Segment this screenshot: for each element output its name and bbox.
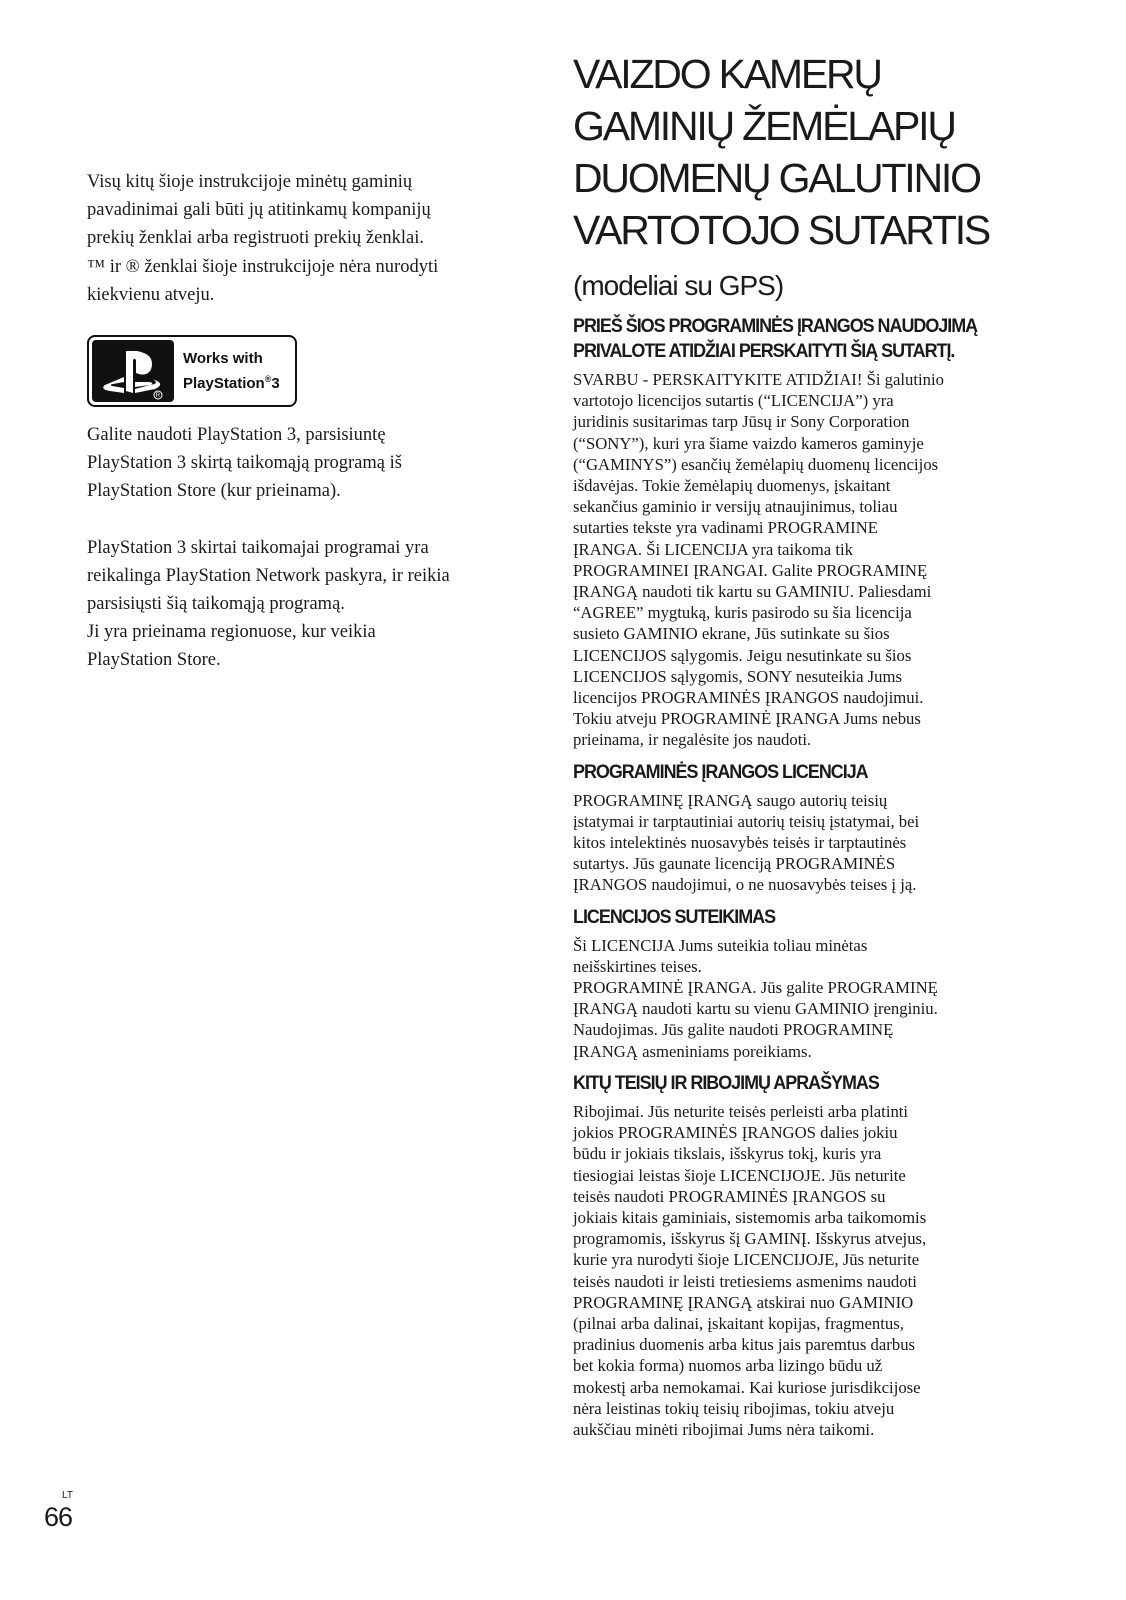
text-line: ĮRANGĄ naudoti kartu su vienu GAMINIO įrenginiu. (573, 999, 938, 1019)
text-line: KITŲ TEISIŲ IR RIBOJIMŲ APRAŠYMAS (573, 1071, 879, 1094)
text-line: programomis, išskyrus šį GAMINĮ. Išskyrus atvejus, (573, 1229, 927, 1249)
ps3-app-paragraph (87, 421, 507, 506)
text-line: PROGRAMINĖ ĮRANGA. Jūs galite PROGRAMINĘ (573, 978, 938, 998)
section-heading-before-use (573, 314, 978, 364)
text-line: kitos intelektinės nuosavybės teisės ir tarptautinės (573, 833, 907, 853)
svg-text:R: R (155, 393, 161, 400)
text-line: teisės naudoti PROGRAMINĖS ĮRANGOS su (573, 1186, 886, 1206)
text-line: sutartys. Jūs gaunate licenciją PROGRAMINĖS (573, 854, 896, 874)
text-line: jokios PROGRAMINĖS ĮRANGOS dalies jokiu (573, 1123, 898, 1143)
section-body-software-license (573, 790, 1013, 896)
text-line: PlayStation Store. (87, 650, 221, 671)
text-line: prieinama, ir negalėsite jos naudoti. (573, 730, 812, 750)
page-number (44, 1490, 73, 1532)
text-line: pradinius duomenis arba kitus jais paremtus darbus (573, 1335, 916, 1355)
section-heading-software-license (573, 760, 978, 785)
text-line: jokiais kitais gaminiais, sistemomis arba taikomomis (573, 1207, 927, 1227)
text-line: aukščiau minėti ribojimai Jums nėra taikomi. (573, 1419, 875, 1439)
text-line: GAMINIŲ ŽEMĖLAPIŲ (573, 103, 955, 149)
text-line: juridinis susitarimas tarp Jūsų ir Sony Corporation (573, 412, 910, 432)
text-line: PRIEŠ ŠIOS PROGRAMINĖS ĮRANGOS NAUDOJIMĄ (573, 315, 978, 337)
text-line: PlayStation 3 skirtą taikomąją programą iš (87, 453, 402, 474)
text-line: Works with (183, 350, 263, 368)
text-line: PROGRAMINĘ ĮRANGĄ saugo autorių teisių (573, 790, 888, 810)
text-line: PlayStation (183, 375, 265, 393)
text-line: Galite naudoti PlayStation 3, parsisiuntę (87, 425, 386, 446)
text-line: mokestį arba nemokamai. Kai kuriose jurisdikcijose (573, 1377, 921, 1397)
text-line: PROGRAMINĖS ĮRANGOS LICENCIJA (573, 760, 868, 783)
text-line: ĮRANGĄ naudoti tik kartu su GAMINIU. Paliesdami (573, 582, 932, 602)
text-line: (“GAMINYS”) esančių žemėlapių duomenų licencijos (573, 454, 939, 474)
text-line: “AGREE” mygtuką, kuris pasirodo su šia licencija (573, 603, 912, 623)
text-line: LICENCIJOS sąlygomis, SONY nesuteikia Jums (573, 666, 902, 686)
text-line: kiekvienu atveju. (87, 284, 215, 305)
text-line: DUOMENŲ GALUTINIO (573, 155, 980, 201)
text-line: PlayStation Store (kur prieinama). (87, 481, 341, 502)
page-number-digits: 66 (44, 1502, 73, 1532)
text-line: licencijos PROGRAMINĖS ĮRANGOS naudojimui. (573, 688, 924, 708)
agreement-subtitle: (modeliai su GPS) (573, 270, 784, 301)
text-line: sekančius gaminio ir versijų atnaujinimus, toliau (573, 497, 898, 517)
text-line: sutarties tekste yra vadinami PROGRAMINE (573, 518, 878, 538)
text-line: nėra leistinas tokių teisių ribojimas, tokiu atveju (573, 1398, 895, 1418)
text-line: tiesiogiai leistas šioje LICENCIJOJE. Jūs neturite (573, 1165, 906, 1185)
text-line: prekių ženklai arba registruoti prekių ženklai. (87, 228, 424, 249)
text-line: ĮRANGA. Ši LICENCIJA yra taikoma tik (573, 539, 853, 559)
text-line: (“SONY”), kuri yra šiame vaizdo kameros gaminyje (573, 433, 924, 453)
text-line: PRIVALOTE ATIDŽIAI PERSKAITYTI ŠIĄ SUTARTĮ. (573, 340, 955, 362)
playstation-logo-icon (92, 340, 174, 402)
text-line: Tokiu atveju PROGRAMINĖ ĮRANGA Jums nebus (573, 709, 921, 729)
text-line: įstatymai ir tarptautiniai autorių teisių įstatymai, bei (573, 811, 920, 831)
text-line: Naudojimas. Jūs galite naudoti PROGRAMINĘ (573, 1020, 894, 1040)
text-line: Ši LICENCIJA Jums suteikia toliau minėtas (573, 935, 868, 955)
text-line: VAIZDO KAMERŲ (573, 51, 881, 97)
text-line: PROGRAMINEI ĮRANGAI. Galite PROGRAMINĘ (573, 560, 928, 580)
text-line: LICENCIJOS sąlygomis. Jeigu nesutinkate su šios (573, 645, 912, 665)
text-line: būdu ir jokiais tikslais, išskyrus tokį, kuris yra (573, 1144, 882, 1164)
section-body-before-use (573, 369, 1013, 751)
section-body-other-rights (573, 1101, 1013, 1440)
text-line: PROGRAMINĘ ĮRANGĄ atskirai nuo GAMINIO (573, 1292, 914, 1312)
section-heading-license-grant (573, 905, 978, 930)
psn-account-paragraph (87, 534, 507, 675)
page-language-code: LT (62, 1490, 73, 1501)
text-line: ĮRANGOS naudojimui, o ne nuosavybės teises į ją. (573, 875, 917, 895)
left-column (87, 168, 507, 675)
text-line: pavadinimai gali būti jų atitinkamų kompanijų (87, 200, 431, 221)
text-line: VARTOTOJO SUTARTIS (573, 207, 990, 253)
section-heading-other-rights (573, 1071, 978, 1096)
text-line: ® (264, 374, 272, 385)
text-line: kurie yra nurodyti šioje LICENCIJOJE, Jūs neturite (573, 1250, 920, 1270)
trademark-paragraph (87, 168, 507, 309)
text-line: išdavėjas. Tokie žemėlapių duomenys, įskaitant (573, 476, 891, 496)
right-column (573, 48, 1013, 1440)
section-body-license-grant (573, 935, 1013, 1062)
text-line: teisės naudoti ir leisti tretiesiems asmenims naudoti (573, 1271, 917, 1291)
text-line: reikalinga PlayStation Network paskyra, ir reikia (87, 565, 450, 586)
text-line: vartotojo licencijos sutartis (“LICENCIJA”) yra (573, 391, 894, 411)
text-line: 3 (271, 375, 280, 393)
text-line: neišskirtines teises. (573, 956, 702, 976)
badge-text (174, 337, 280, 405)
text-line: Ji yra prieinama regionuose, kur veikia (87, 622, 376, 643)
text-line: ™ ir ® ženklai šioje instrukcijoje nėra nurodyti (87, 256, 439, 277)
text-line: ĮRANGĄ asmeniniams poreikiams. (573, 1041, 812, 1061)
text-line: SVARBU - PERSKAITYKITE ATIDŽIAI! Ši galutinio (573, 370, 944, 389)
agreement-title (573, 48, 1013, 256)
text-line: PlayStation 3 skirtai taikomajai programai yra (87, 537, 429, 558)
text-line: bet kokia forma) nuomos arba lizingo būdu už (573, 1356, 883, 1376)
text-line: LICENCIJOS SUTEIKIMAS (573, 905, 776, 928)
works-with-playstation3-badge (87, 335, 297, 407)
text-line: Ribojimai. Jūs neturite teisės perleisti arba platinti (573, 1101, 909, 1121)
text-line: susieto GAMINIO ekrane, Jūs sutinkate su šios (573, 624, 890, 644)
text-line: parsisiųsti šią taikomąją programą. (87, 594, 345, 615)
text-line: Visų kitų šioje instrukcijoje minėtų gaminių (87, 172, 413, 192)
text-line: (pilnai arba dalinai, įskaitant kopijas, fragmentus, (573, 1313, 904, 1333)
